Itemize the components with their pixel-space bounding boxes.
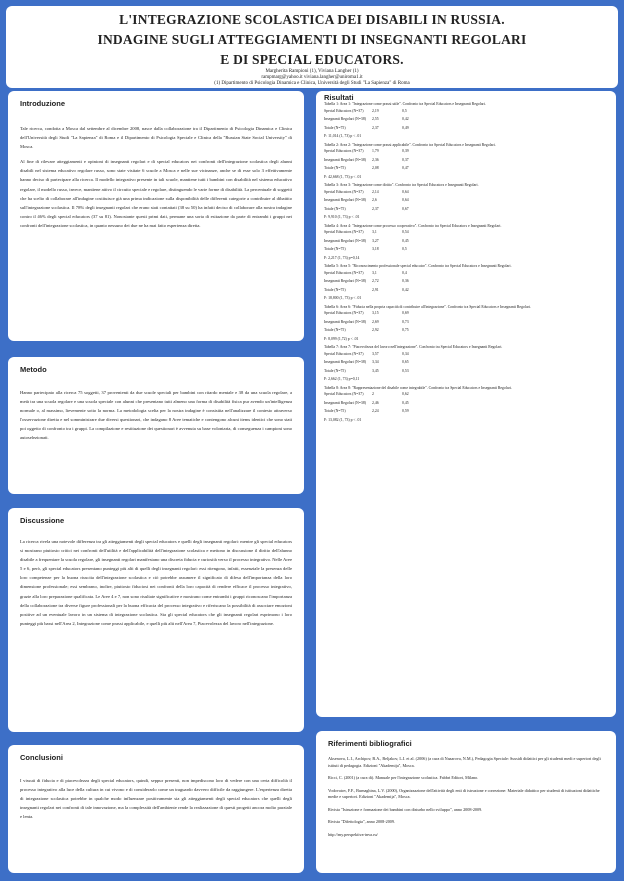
table-cell: 2,19	[372, 108, 379, 113]
table-stat: F: 8,099 (1,72) p < .01	[324, 336, 359, 341]
table-cell: Insegnanti Regolari (N=38)	[324, 279, 366, 283]
table-cell: 0,59	[402, 409, 409, 413]
table-cell: 0,42	[402, 117, 409, 121]
reference-item: Rivista "Difettologia", anno 2008-2009.	[328, 819, 396, 824]
result-table	[324, 305, 606, 342]
intro-paragraph: Tale ricerca, condotta a Mosca dal settembre al dicembre 2008, nasce dalla collaborazione tra il Dipartimento di Psicologia Dinamica e Clinica dell'Università degli Studi "La Sapienza" di Roma e il Dipartimento di Psicologia Speciale e Clinica della "Russian State Social University" di Mosca.	[20, 126, 292, 150]
table-caption: Tabella 5: Area 5: "Riconoscimento professionale special educator". Confronto tra Special Educators e Insegnanti Regolari.	[324, 264, 512, 268]
table-cell: 2,24	[372, 409, 379, 413]
table-cell: 2,55	[372, 117, 379, 121]
table-cell: 0,64	[402, 198, 409, 202]
metodo-body	[20, 388, 292, 443]
references-list	[328, 756, 604, 838]
table-cell: 0,4	[402, 270, 407, 275]
result-table	[324, 386, 606, 423]
table-cell: 2,72	[372, 279, 379, 283]
table-cell: Insegnanti Regolari (N=38)	[324, 238, 366, 243]
table-cell: 3,15	[372, 311, 379, 315]
table-caption: Tabella 3: Area 3: "Integrazione come diritto". Confronto tra Special Educators e Insegnanti Regolari.	[324, 183, 479, 187]
title-line-3: E DI SPECIAL EDUCATORS.	[220, 52, 404, 67]
intro-paragraph: Al fine di rilevare atteggiamenti e opinioni di insegnanti regolari e di special educators nei confronti dell'integrazione scolastica degli alunni disabili nel sistema educativo regolare russo, sono state visitate 6 scuole a Mosca e nelle sue vicinanze, anche se di esse solo 3 effettivamente hanno deciso di partecipare alla ricerca. Il modello integrativo presente in tali scuole, mantiene tutti i bambini con disabilità nel sistema educativo regolare, il modello russo, invece, mantiene attivo il circuito speciale e regolare, distinguendo le varie forme di disabilità. La percentuale di soggetti che ha scelto di collaborare all'indagine costituisce già una prima indicazione sulla disponibilità delle differenti categorie a contribuire al dibattito sull'integrazione scolastica. Il 78% degli insegnanti regolari che erano stati contattati (38 su 50) ha infatti deciso di collaborare alla nostra indagine contro il 46% degli special educators (37 su 81). Nonostante questi primi dati, permane una sorta di esitazione da parte di entrambi i gruppi nei confronti dell'integrazione scolastica, in quanto nessuno dei due ne ha mai fatto esperienza diretta.	[20, 159, 292, 228]
conclusioni-body	[20, 776, 292, 821]
table-cell: 0,5	[402, 247, 407, 251]
table-cell: 3,18	[372, 247, 379, 251]
reference-item: Rivista "Istruzione e formazione dei bambini con disturbo nello sviluppo", anno 2008-2009.	[328, 806, 483, 812]
table-stat: F: 2,662 (1, 73) p=0,11	[324, 377, 360, 381]
table-cell: 0,69	[402, 311, 409, 315]
reference-item: Aksenova, L.I., Archipov, B.A., Beljakov, L.I. et al. (2006) (a cura di Nazarova, N.M.), Pedagogia Speciale: Sussidi didattici per gli studenti medi e superiori degli istituti di pedagogia. Edizioni "Akademija", Mosca.	[328, 756, 601, 768]
metodo-paragraph: Hanno partecipato alla ricerca 75 soggetti, 37 provenienti da due scuole speciali per bambini con ritardo mentale e 38 da una scuola regolare, a metà tra una scuola regolare e una scuola speciale con alunni che presentano tutti almeno una forma di disabilità fisica pur avendo un'intelligenza normale o, al massimo, lievemente sotto la norma. La metodologia scelta per la nostra indagine è consistita nell'analizzare il contesto attraverso l'osservazione diretta e nel somministrare due diversi questionari, che indagano 8 Aree tematiche e contengono alcuni items identici che sono stati poi oggetto di confronto tra i gruppi. La compilazione e restituzione dei questionari è avvenuta su base volontaria, di conseguenza i campioni sono autoselezionati.	[20, 390, 292, 441]
conclusioni-panel	[8, 745, 304, 873]
table-cell: Special Educators (N=37)	[324, 351, 364, 356]
table-cell: 1,79	[372, 149, 379, 153]
table-cell: 0,5	[402, 108, 407, 113]
table-caption: Tabella 7: Area 7: "Piacevolezza del lavoro nell'integrazione". Confronto tra Special Educators e Insegnanti Regolari.	[324, 345, 503, 349]
table-cell: 2,36	[372, 157, 379, 162]
table-cell: Special Educators (N=37)	[324, 108, 364, 113]
table-cell: Totale (N=75)	[324, 125, 346, 130]
table-cell: 3,34	[372, 360, 379, 364]
table-cell: Totale (N=75)	[324, 287, 346, 292]
riferimenti-panel	[316, 731, 616, 873]
result-table	[324, 345, 606, 382]
table-stat: F: 2,217 (1, 73) p=0,14	[324, 255, 360, 260]
table-cell: 3,1	[372, 230, 377, 234]
title-line-1: L'INTEGRAZIONE SCOLASTICA DEI DISABILI IN RUSSIA.	[119, 12, 505, 27]
table-cell: 3,1	[372, 270, 377, 275]
result-table	[324, 183, 606, 220]
table-cell: 0,42	[402, 287, 409, 292]
table-cell: 0,49	[402, 125, 409, 130]
table-cell: 0,67	[402, 206, 409, 211]
table-cell: 0,45	[402, 238, 409, 243]
intro-heading: Introduzione	[20, 99, 65, 108]
table-cell: Special Educators (N=37)	[324, 149, 364, 153]
table-cell: Insegnanti Regolari (N=38)	[324, 198, 366, 202]
table-cell: 0,47	[402, 166, 409, 170]
discussione-panel	[8, 508, 304, 732]
table-cell: Insegnanti Regolari (N=38)	[324, 400, 366, 405]
discussione-paragraph: La ricerca rivela una notevole differenza tra gli atteggiamenti degli special educators e quelli degli insegnanti regolari: mentre gli special educators si mostrano piuttosto critici nei confronti dell'utilità e dell'applicabilità dell'integrazione scolastica e mettono in discussione il diritto dell'alunno disabile a frequentare la scuola regolare, gli insegnanti regolari manifestano una discreta fiducia e curiosità verso il processo integrativo. Nelle Aree 5 e 6, però, gli special educators presentano punteggi più alti di quelli degli insegnanti regolari: essi ritengono, infatti, essenziale la presenza delle loro competenze per la buona riuscita dell'integrazione scolastica e ciò potrebbe assumere il significato di difesa dell'importanza della loro dimensione professionale; essi sembrano, inoltre, piuttosto fiduciosi nei confronti della loro capacità di rendere efficace il processo integrativo, grazie alla loro preparazione qualificata. Le Aree 4 e 7, non sono risultate significative e mostrano come entrambi i gruppi riconoscano l'importanza della collaborazione tra diverse figure professionali per la buona efficacia del processo integrativo e riferiscano la possibilità di associare emozioni positive ad un eventuale lavoro in un sistema di integrazione scolastica. Sia gli special educators che gli insegnanti regolari esprimono i loro punteggi più bassi nell'Area 2, Integrazione come prassi applicabile, e quelli più alti nell'Area 7, Piacevolezza del lavoro nell'integrazione.	[20, 539, 292, 626]
table-cell: 2,92	[372, 328, 379, 332]
table-cell: Totale (N=75)	[324, 206, 346, 211]
result-table	[324, 143, 606, 180]
risultati-heading: Risultati	[324, 93, 354, 102]
reference-item: Vodovatov, F.F., Burnaghina, L.V. (2000), Organizzazione dell'attività degli enti di istruzione e correzione: Materiale didattico per studenti di istituzioni didattiche medie e superiori. Edizioni "Akademija", Mosca.	[328, 787, 600, 799]
table-cell: 0,75	[402, 328, 409, 332]
emails: rampmarg@yahoo.it viviana.langher@uniroma1.it	[261, 75, 363, 80]
table-stat: F: 9,910 (1, 73) p < .01	[324, 215, 360, 219]
affiliation: (1) Dipartimento di Psicologia Dinamica e Clinica, Università degli Studi "La Sapienza" di Roma	[214, 81, 410, 86]
table-cell: 3,57	[372, 351, 379, 356]
discussione-heading: Discussione	[20, 516, 65, 525]
intro-body	[20, 124, 292, 230]
table-cell: 0,73	[402, 319, 409, 324]
table-cell: 3,27	[372, 238, 379, 243]
title-line-2: INDAGINE SUGLI ATTEGGIAMENTI DI INSEGNANTI REGOLARI	[97, 32, 527, 47]
table-cell: 2,6	[372, 198, 377, 202]
riferimenti-heading: Riferimenti bibliografici	[328, 739, 412, 748]
table-cell: 0,54	[402, 230, 409, 234]
table-cell: Insegnanti Regolari (N=38)	[324, 319, 366, 324]
table-cell: Special Educators (N=37)	[324, 392, 364, 396]
table-cell: Special Educators (N=37)	[324, 189, 364, 194]
table-cell: Totale (N=75)	[324, 368, 346, 373]
conclusioni-paragraph: I vissuti di fiducia e di piacevolezza degli special educators, quindi, seppur presenti, non impediscono loro di vedere con una certa difficoltà il processo integrativo alla luce della cultura in cui vivono e di considerarlo come un traguardo davvero difficile da raggiungere. L'esperienza diretta di integrazione scolastica potrebbe in qualche modo influenzare positivamente sia gli atteggiamenti degli special educators che quelli degli insegnanti regolari nei confronti di tale innovazione, ma la complessità dell'ambiente rende la realizzazione di questi progetti ancora molto parziale e lenta.	[20, 778, 292, 820]
table-stat: F: 11,014 (1, 73) p < .01	[324, 134, 362, 138]
table-cell: Insegnanti Regolari (N=38)	[324, 157, 366, 162]
table-cell: 2,37	[372, 206, 379, 211]
table-cell: 2,08	[372, 166, 379, 170]
table-cell: 0,39	[402, 149, 409, 153]
table-cell: 2,69	[372, 319, 379, 324]
reference-item: http://my.perspektiva-inva.ru/	[328, 831, 378, 837]
metodo-heading: Metodo	[20, 365, 47, 374]
table-cell: 2,91	[372, 287, 379, 292]
table-caption: Tabella 4: Area 4: "Integrazione come processo cooperativo". Confronto tra Special Educators e Insegnanti Regolari.	[324, 223, 502, 228]
result-table	[324, 224, 606, 261]
table-cell: 0,62	[402, 392, 409, 396]
table-cell: 0,36	[402, 279, 409, 283]
table-cell: 0,45	[402, 400, 409, 405]
table-cell: Totale (N=75)	[324, 328, 346, 332]
table-caption: Tabella 6: Area 6: "Fiducia nella propria capacità di contribuire all'integrazione". Confronto tra Special Educators e Insegnanti Regolari.	[324, 304, 531, 309]
intro-panel	[8, 91, 304, 341]
table-cell: 0,65	[402, 360, 409, 364]
table-cell: Totale (N=75)	[324, 247, 346, 251]
table-cell: Totale (N=75)	[324, 409, 346, 413]
authors: Margherita Rampioni (1), Viviana Langher (1)	[265, 69, 359, 74]
result-table	[324, 264, 606, 301]
table-cell: Special Educators (N=37)	[324, 270, 364, 275]
table-cell: 0,53	[402, 368, 409, 373]
results-tables	[324, 102, 606, 422]
table-cell: 2,46	[372, 400, 379, 405]
table-cell: 2,14	[372, 189, 379, 194]
table-cell: 2	[372, 392, 374, 396]
metodo-panel	[8, 357, 304, 494]
discussione-body	[20, 537, 292, 628]
table-stat: F: 18,800 (1, 73) p < .01	[324, 296, 362, 300]
table-cell: 3,45	[372, 368, 379, 373]
risultati-panel	[316, 91, 616, 717]
result-table	[324, 102, 606, 139]
table-caption: Tabella 1: Area 1: "Integrazione come prassi utile". Confronto tra Special Educators e Insegnanti Regolari.	[324, 102, 486, 106]
table-cell: Totale (N=75)	[324, 166, 346, 170]
table-cell: 0,64	[402, 189, 409, 194]
table-cell: Insegnanti Regolari (N=38)	[324, 117, 366, 121]
table-cell: Special Educators (N=37)	[324, 311, 364, 315]
table-stat: F: 13,082 (1, 73) p < .01	[324, 417, 362, 422]
reference-item: Ricci, C. (2001) (a cura di). Manuale per l'integrazione scolastica. Fabbri Editori, Milano.	[328, 775, 479, 780]
table-cell: 0,37	[402, 157, 409, 162]
table-cell: Special Educators (N=37)	[324, 230, 364, 234]
table-caption: Tabella 8: Area 8: "Rappresentazione del disabile come integrabile". Confronto tra Special Educators e Insegnanti Regolari.	[324, 385, 512, 390]
table-cell: Insegnanti Regolari (N=38)	[324, 360, 366, 364]
table-cell: 2,37	[372, 125, 379, 130]
table-stat: F: 42,668 (1, 73) p < .01	[324, 174, 362, 179]
poster-header	[6, 6, 618, 88]
table-caption: Tabella 2: Area 2: "Integrazione come prassi applicabile". Confronto tra Special Educators e Insegnanti Regolari.	[324, 142, 496, 147]
conclusioni-heading: Conclusioni	[20, 753, 63, 762]
table-cell: 0,34	[402, 351, 409, 356]
